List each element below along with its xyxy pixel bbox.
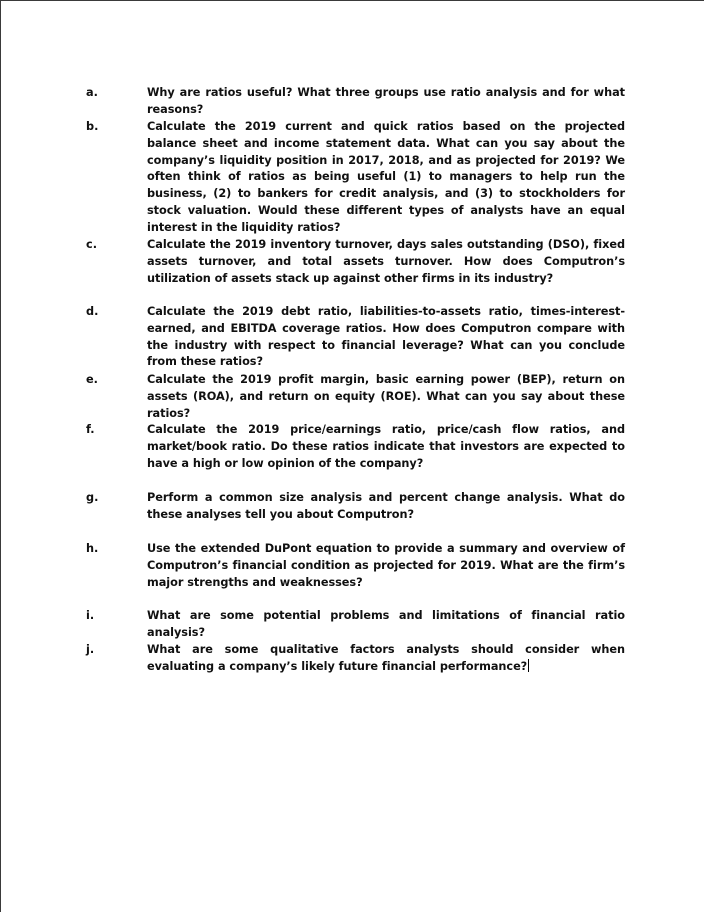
question-letter: e. — [86, 373, 98, 386]
question-text: Use the extended DuPont equation to provide a summary and overview of Computron’s financial condition as projected for 2019. What are the firm’s major strengths and weaknesses? — [147, 542, 625, 589]
question-text-with-caret[interactable] — [147, 642, 625, 676]
question-text: Calculate the 2019 price/earnings ratio, price/cash flow ratios, and market/book ratio. Do these ratios indicate that investors are expected to have a high or low opinion of the company? — [147, 423, 625, 470]
question-text: Calculate the 2019 current and quick ratios based on the projected balance sheet and income statement data. What can you say about the company’s liquidity position in 2017, 2018, and as projected for 2019? We often think of ratios as being useful (1) to managers to help run the business, (2) to bankers for credit analysis, and (3) to stockholders for stock valuation. Would these different types of analysts have an equal interest in the liquidity ratios? — [147, 120, 625, 234]
question-letter: h. — [86, 542, 99, 555]
question-letter: c. — [86, 238, 97, 251]
question-text: What are some potential problems and limitations of financial ratio analysis? — [147, 609, 625, 639]
question-letter: j. — [86, 643, 95, 656]
question-letter: i. — [86, 609, 95, 622]
question-text: Perform a common size analysis and percent change analysis. What do these analyses tell you about Computron? — [147, 491, 625, 521]
question-text: Calculate the 2019 profit margin, basic earning power (BEP), return on assets (ROA), and return on equity (ROE). What can you say about these ratios? — [147, 373, 625, 420]
question-letter: b. — [86, 120, 99, 133]
question-letter: d. — [86, 305, 99, 318]
question-letter: a. — [86, 86, 98, 99]
question-text: What are some qualitative factors analysts should consider when evaluating a company’s likely future financial performance? — [147, 643, 625, 673]
question-letter: f. — [86, 423, 95, 436]
question-text: Why are ratios useful? What three groups use ratio analysis and for what reasons? — [147, 86, 625, 116]
question-text: Calculate the 2019 debt ratio, liabilities-to-assets ratio, times-interest-earned, and EBITDA coverage ratios. How does Computron compare with the industry with respect to financial leverage? What can you conclude from these ratios? — [147, 305, 625, 369]
text-cursor — [528, 659, 529, 672]
question-text: Calculate the 2019 inventory turnover, days sales outstanding (DSO), fixed assets turnover, and total assets turnover. How does Computron’s utilization of assets stack up against other firms in its industry? — [147, 238, 625, 285]
question-letter: g. — [86, 491, 99, 504]
